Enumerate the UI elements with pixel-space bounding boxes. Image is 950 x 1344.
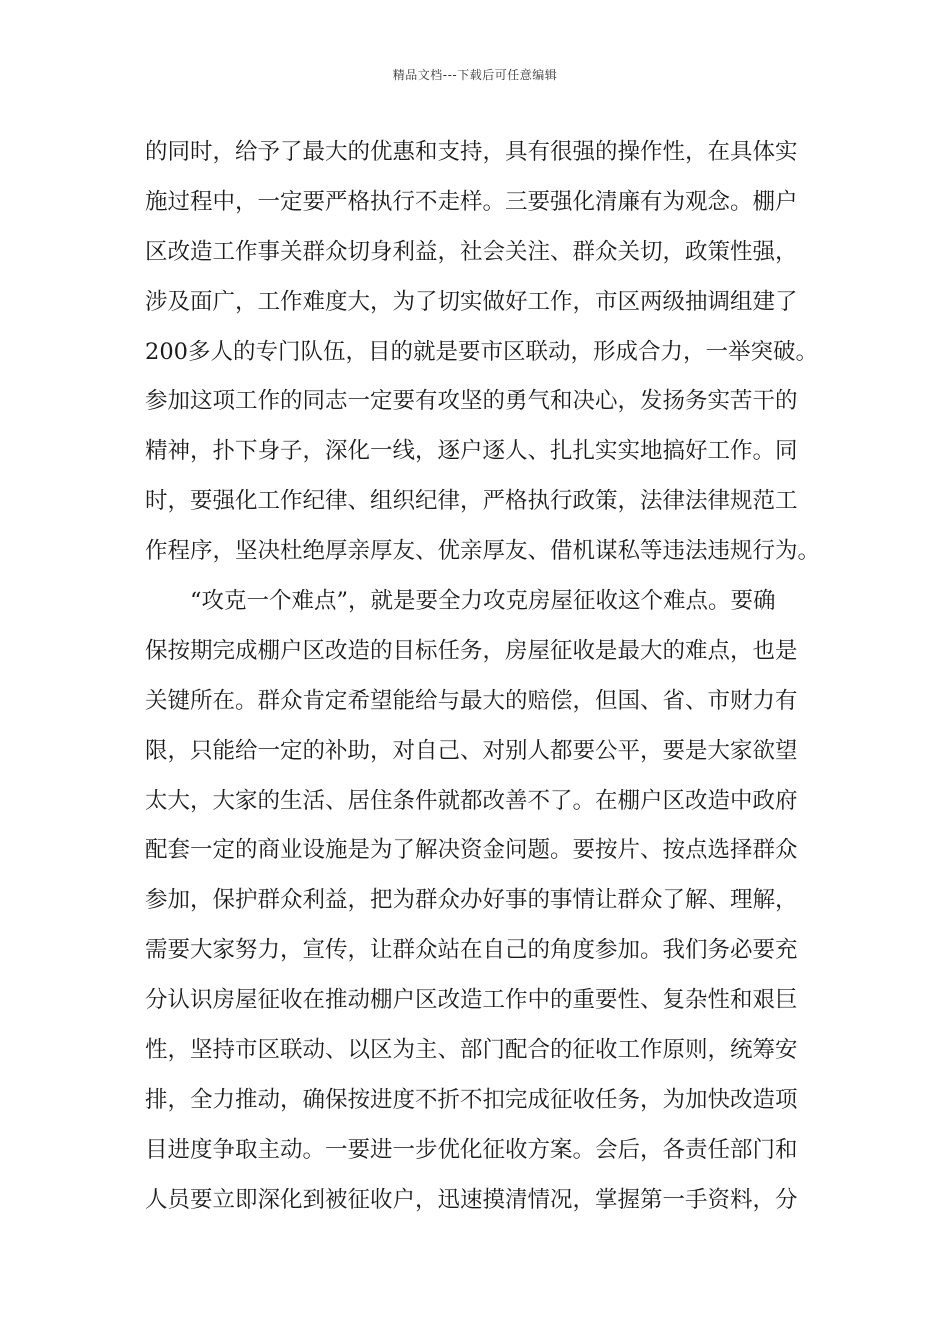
text-line: 分认识房屋征收在推动棚户区改造工作中的重要性、复杂性和艰巨	[145, 987, 798, 1014]
text-line: 的同时，给予了最大的优惠和支持，具有很强的操作性，在具体实	[145, 139, 798, 165]
text-line: 参加，保护群众利益，把为群众办好事的事情让群众了解、理解，	[145, 887, 798, 914]
text-line: 施过程中，一定要严格执行不走样。三要强化清廉有为观念。棚户	[145, 188, 798, 215]
text-line: 太大，大家的生活、居住条件就都改善不了。在棚户区改造中政府	[145, 787, 798, 814]
text-line: 关键所在。群众肯定希望能给与最大的赔偿，但国、省、市财力有	[145, 687, 798, 714]
text-line: 保按期完成棚户区改造的目标任务，房屋征收是最大的难点，也是	[145, 637, 798, 664]
page-header: 精品文档---下载后可任意编辑	[392, 68, 558, 82]
text-line: 限，只能给一定的补助，对自己、对别人都要公平，要是大家欲望	[145, 737, 798, 764]
text-line: 性，坚持市区联动、以区为主、部门配合的征收工作原则，统筹安	[145, 1037, 798, 1064]
text-line: 200多人的专门队伍，目的就是要市区联动，形成合力，一举突破。	[145, 338, 818, 365]
text-line: 区改造工作事关群众切身利益，社会关注、群众关切，政策性强，	[145, 238, 798, 265]
text-line: 排，全力推动，确保按进度不折不扣完成征收任务，为加快改造项	[145, 1086, 798, 1113]
text-line: 作程序，坚决杜绝厚亲厚友、优亲厚友、借机谋私等违法违规行为。	[145, 538, 821, 565]
text-line: 需要大家努力，宣传，让群众站在自己的角度参加。我们务必要充	[145, 937, 798, 964]
text-line: 精神，扑下身子，深化一线，逐户逐人、扎扎实实地搞好工作。同	[145, 438, 798, 465]
text-line: 配套一定的商业设施是为了解决资金问题。要按片、按点选择群众	[145, 837, 798, 864]
text-line: 参加这项工作的同志一定要有攻坚的勇气和决心，发扬务实苦干的	[145, 388, 798, 415]
document-body	[145, 128, 825, 1226]
text-line: 目进度争取主动。一要进一步优化征收方案。会后，各责任部门和	[145, 1136, 798, 1163]
text-line: 人员要立即深化到被征收户，迅速摸清情况，掌握第一手资料，分	[145, 1186, 798, 1213]
paragraph-first-line: “攻克一个难点”，就是要全力攻克房屋征收这个难点。要确	[190, 588, 776, 615]
text-line: 时，要强化工作纪律、组织纪律，严格执行政策，法律法律规范工	[145, 488, 798, 515]
text-line: 涉及面广，工作难度大，为了切实做好工作，市区两级抽调组建了	[145, 288, 798, 315]
